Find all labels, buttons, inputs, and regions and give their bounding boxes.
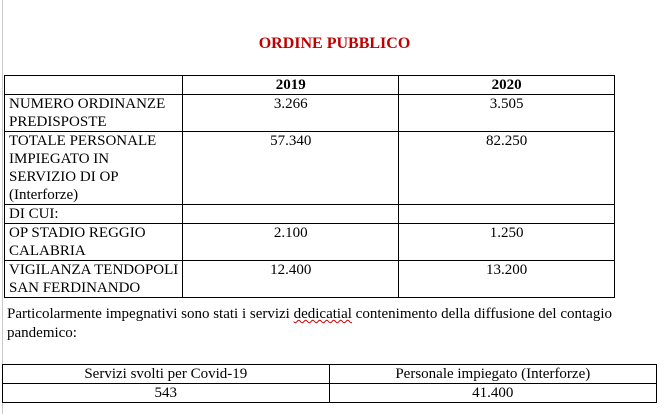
value-2020: 82.250 [399,132,615,205]
table-header-row [5,76,615,95]
header-empty [5,76,183,95]
document-title: ORDINE PUBBLICO [258,35,411,52]
value-2019: 3.266 [183,95,399,132]
header-2020: 2020 [399,76,615,95]
table-row [5,132,615,205]
row-label: VIGILANZA TENDOPOLI SAN FERDINANDO [5,261,183,298]
value-personnel: 41.400 [329,384,656,403]
value-2019: 2.100 [183,224,399,261]
value-2020: 3.505 [399,95,615,132]
table-row [3,384,657,403]
table-header-row [3,365,657,384]
covid-services-table [2,364,657,403]
value-2019: 57.340 [183,132,399,205]
paragraph-text-end: contenimento della diffusione del contagio pandemico: [7,306,612,341]
page-edge [2,0,3,414]
body-paragraph [7,305,617,343]
row-label: NUMERO ORDINANZE PREDISPOSTE [5,95,183,132]
misspelled-word: dedicatial [293,306,352,322]
row-label: OP STADIO REGGIO CALABRIA [5,224,183,261]
table-row [5,95,615,132]
value-2020 [399,205,615,224]
value-2020: 1.250 [399,224,615,261]
value-2020: 13.200 [399,261,615,298]
value-2019 [183,205,399,224]
value-2019: 12.400 [183,261,399,298]
header-2019: 2019 [183,76,399,95]
row-label: DI CUI: [5,205,183,224]
paragraph-text-start: Particolarmente impegnativi sono stati i servizi [7,306,294,322]
value-covid-services: 543 [3,384,330,403]
ordine-pubblico-table [4,75,615,298]
header-personnel: Personale impiegato (Interforze) [329,365,656,384]
table-row [5,224,615,261]
table-row [5,205,615,224]
table-row [5,261,615,298]
row-label: TOTALE PERSONALE IMPIEGATO IN SERVIZIO DI OP (Interforze) [5,132,183,205]
header-covid-services: Servizi svolti per Covid-19 [3,365,330,384]
